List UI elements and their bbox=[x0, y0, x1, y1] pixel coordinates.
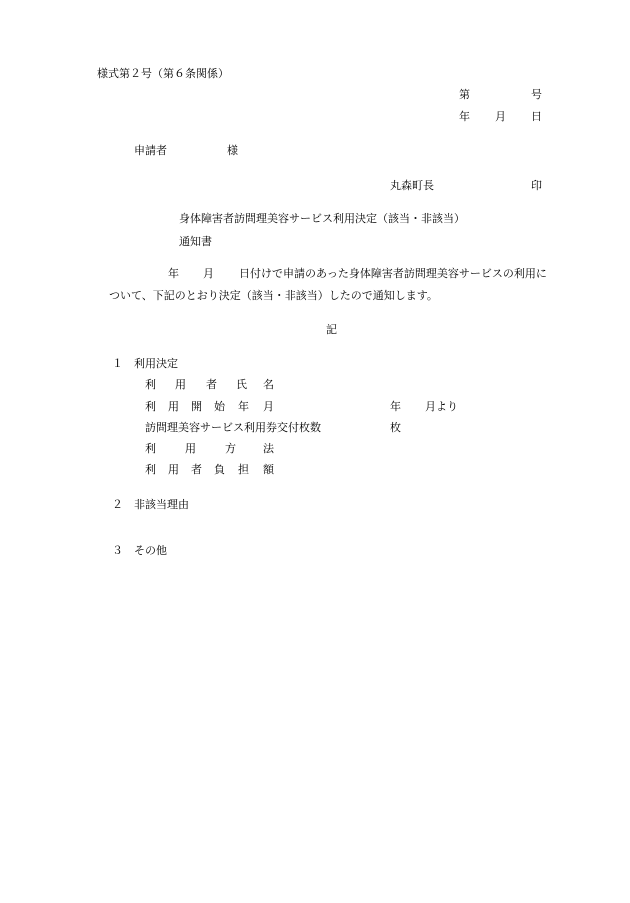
body-month: 月 bbox=[203, 267, 214, 280]
number-dai: 第 bbox=[459, 88, 470, 101]
section1-title: 利用決定 bbox=[134, 357, 178, 370]
row-start-year: 年 bbox=[390, 400, 401, 413]
row-method-char-3: 方 bbox=[225, 442, 236, 455]
row-name-char-3: 者 bbox=[206, 378, 217, 391]
row-start-char-4: 始 bbox=[214, 400, 225, 413]
row-name-char-2: 用 bbox=[175, 378, 186, 391]
section3-num: ３ bbox=[112, 544, 123, 557]
form-id: 様式第２号（第６条関係） bbox=[97, 67, 229, 80]
title-line1: 身体障害者訪問理美容サービス利用決定（該当・非該当） bbox=[179, 212, 465, 225]
row-start-char-6: 月 bbox=[263, 400, 274, 413]
row-name-char-1: 利 bbox=[145, 378, 156, 391]
section2-num: ２ bbox=[112, 498, 123, 511]
section2-title: 非該当理由 bbox=[134, 498, 189, 511]
body-line1-rest: 日付けで申請のあった身体障害者訪問理美容サービスの利用に bbox=[239, 267, 547, 280]
row-burden-char-2: 用 bbox=[168, 463, 179, 476]
title-line2: 通知書 bbox=[179, 235, 212, 248]
body-line2: ついて、下記のとおり決定（該当・非該当）したので通知します。 bbox=[109, 289, 438, 302]
row-burden-char-1: 利 bbox=[145, 463, 156, 476]
date-month: 月 bbox=[495, 110, 506, 123]
number-go: 号 bbox=[531, 88, 542, 101]
row-start-char-5: 年 bbox=[238, 400, 249, 413]
row-name-char-4: 氏 bbox=[236, 378, 247, 391]
row-name-char-5: 名 bbox=[263, 378, 274, 391]
section3-title: その他 bbox=[134, 544, 167, 557]
row-start-month: 月より bbox=[425, 400, 458, 413]
row-start-char-1: 利 bbox=[145, 400, 156, 413]
date-day: 日 bbox=[531, 110, 542, 123]
applicant-sama: 様 bbox=[227, 144, 238, 157]
issuer-seal: 印 bbox=[531, 179, 542, 192]
row-burden-char-6: 額 bbox=[263, 463, 274, 476]
row-burden-char-3: 者 bbox=[191, 463, 202, 476]
row-tickets: 訪問理美容サービス利用券交付枚数 bbox=[145, 421, 321, 434]
applicant-label: 申請者 bbox=[134, 144, 167, 157]
row-burden-char-4: 負 bbox=[214, 463, 225, 476]
row-burden-char-5: 担 bbox=[238, 463, 249, 476]
ki-heading: 記 bbox=[326, 323, 337, 336]
date-year: 年 bbox=[459, 110, 470, 123]
row-start-char-3: 開 bbox=[191, 400, 202, 413]
issuer-name: 丸森町長 bbox=[390, 179, 434, 192]
row-tickets-unit: 枚 bbox=[390, 421, 401, 434]
row-method-char-2: 用 bbox=[185, 442, 196, 455]
body-year: 年 bbox=[168, 267, 179, 280]
row-start-char-2: 用 bbox=[168, 400, 179, 413]
section1-num: １ bbox=[112, 357, 123, 370]
row-method-char-4: 法 bbox=[263, 442, 274, 455]
row-method-char-1: 利 bbox=[145, 442, 156, 455]
